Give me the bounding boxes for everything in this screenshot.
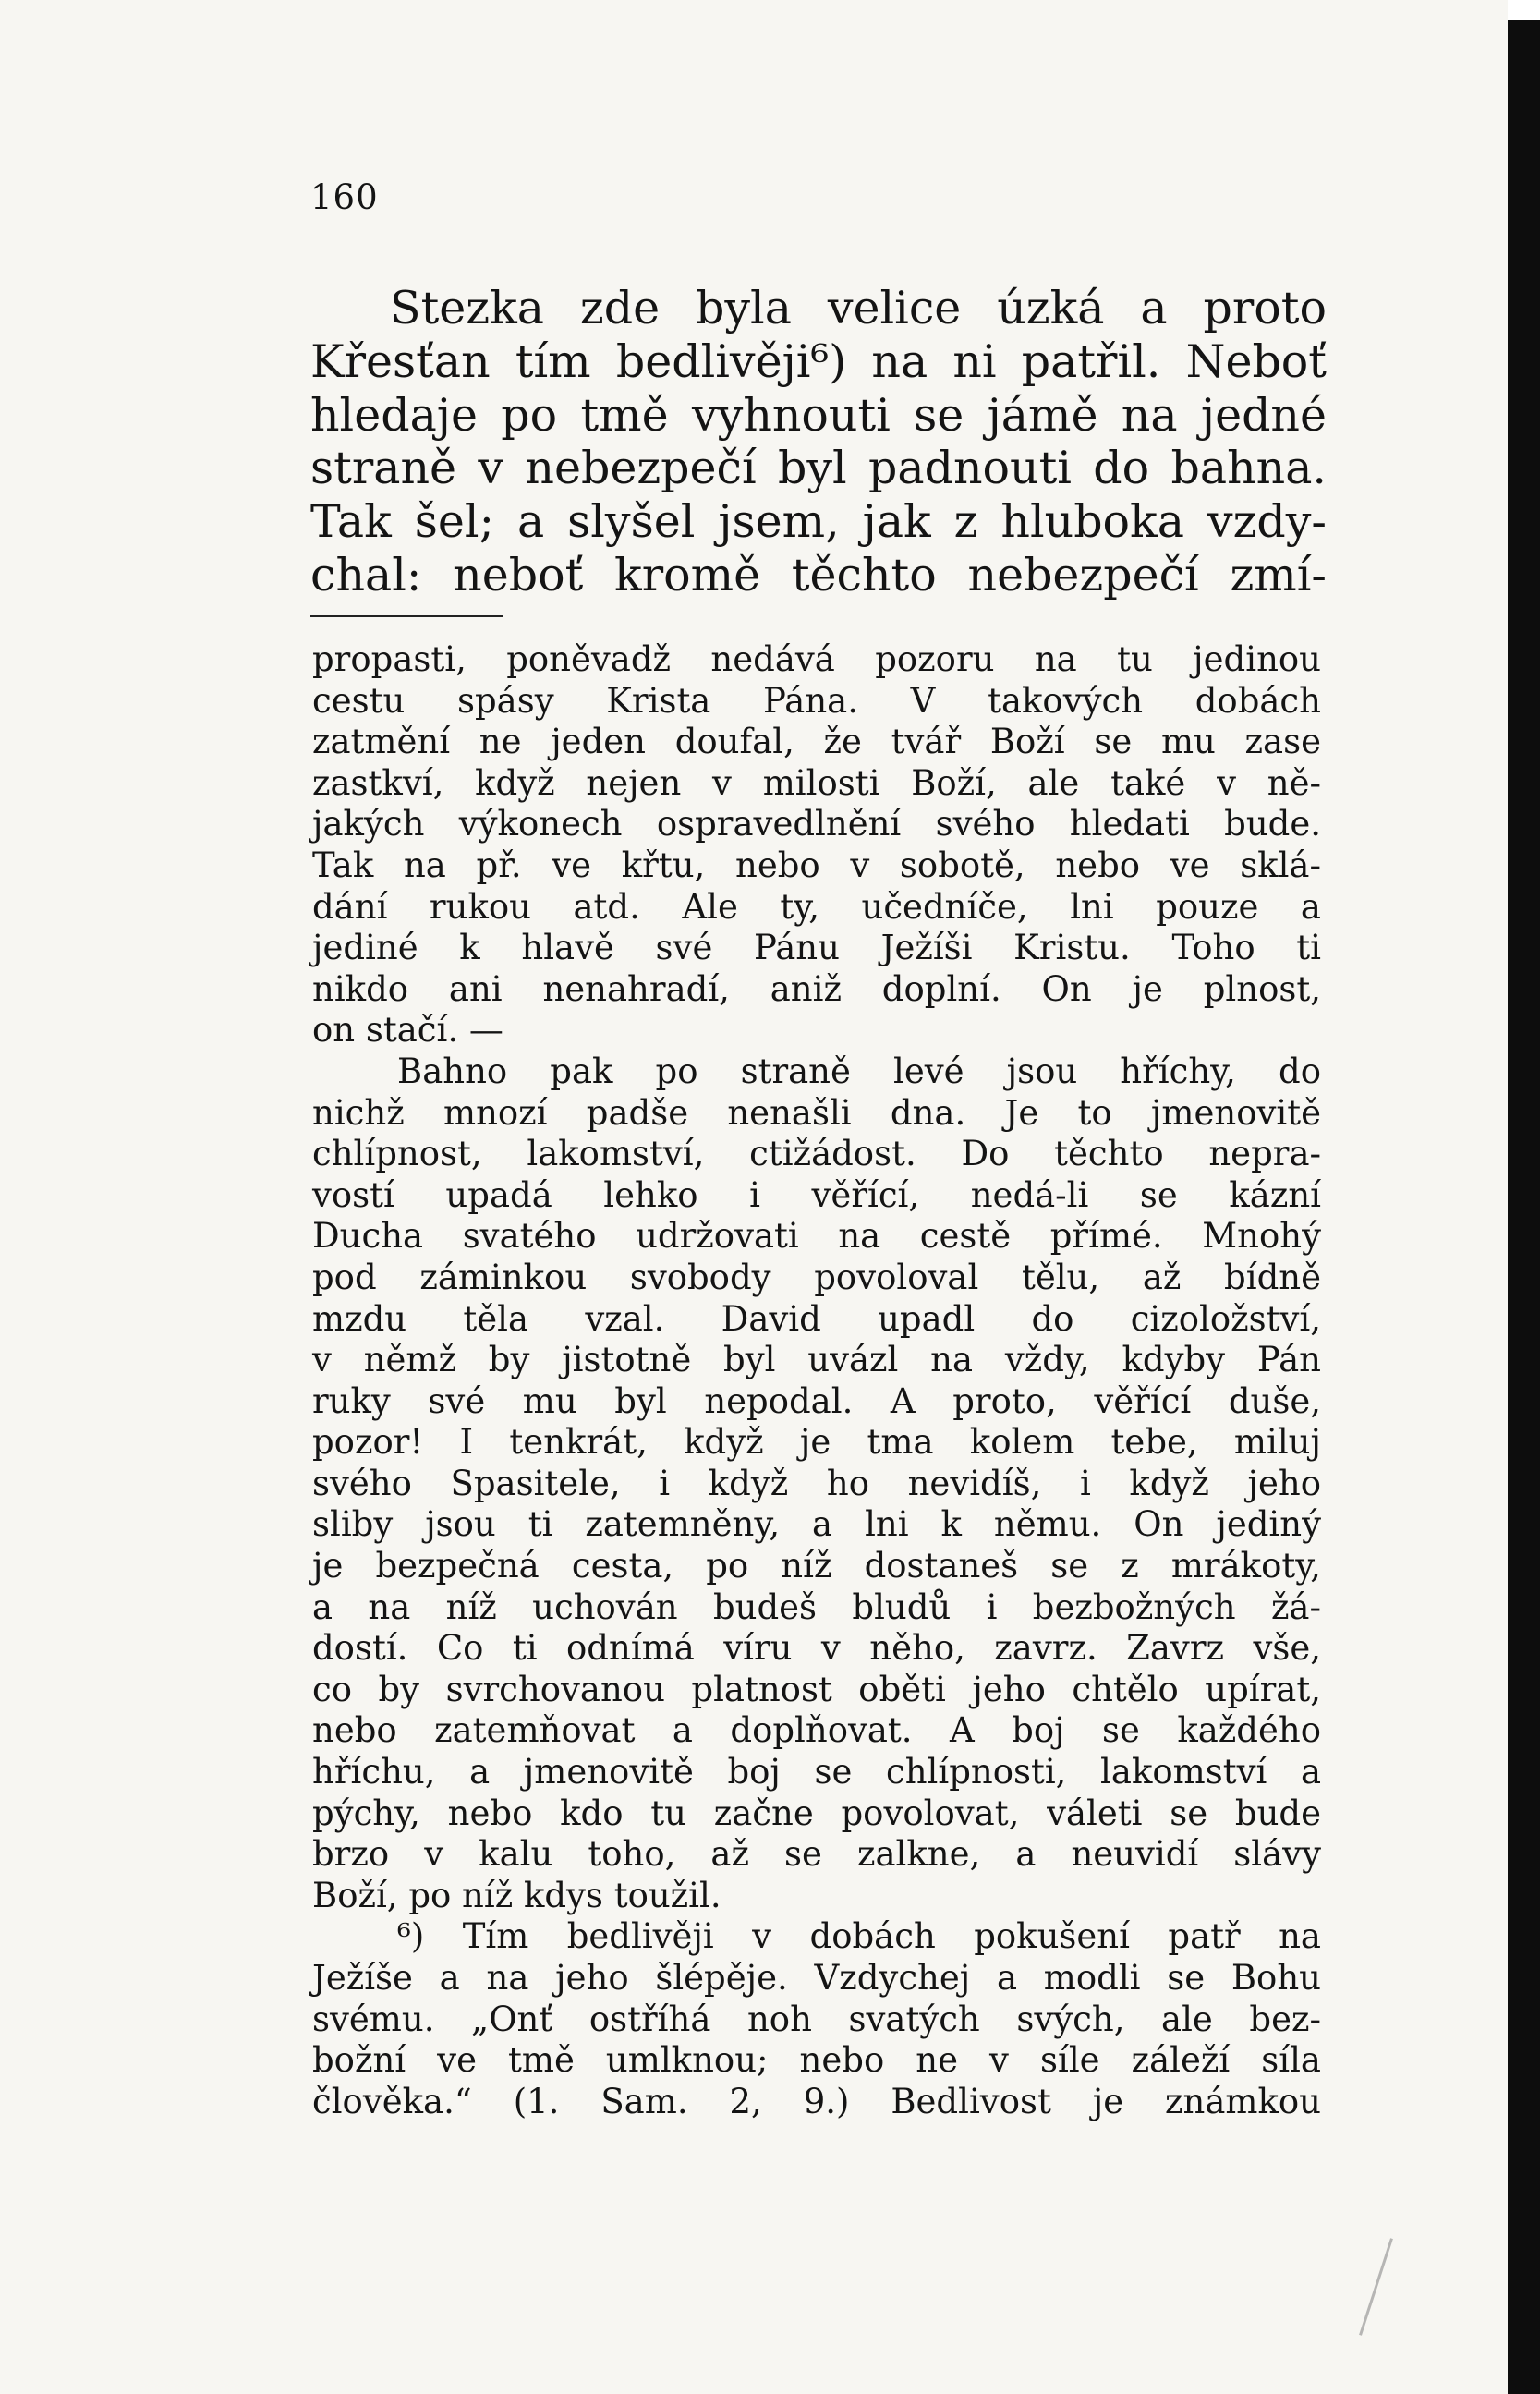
- scan-edge-corner: [1508, 0, 1540, 20]
- footnote-line: svého Spasitele, i když ho nevidíš, i když jeho: [312, 1463, 1321, 1503]
- footnote-line: je bezpečná cesta, po níž dostaneš se z mrákoty,: [312, 1546, 1321, 1586]
- main-paragraph: [310, 282, 1327, 602]
- footnote-line: Ježíše a na jeho šlépěje. Vzdychej a modli se Bohu: [312, 1958, 1321, 1998]
- footnote-line: ruky své mu byl nepodal. A proto, věřící duše,: [312, 1380, 1321, 1421]
- footnote-line: nebo zatemňovat a doplňovat. A boj se každého: [312, 1710, 1321, 1751]
- footnote-line: propasti, poněvadž nedává pozoru na tu jedinou: [312, 639, 1321, 679]
- paper-scratch-mark: [1359, 2238, 1393, 2336]
- footnote-line: člověka.“ (1. Sam. 2, 9.) Bedlivost je známkou: [312, 2081, 1321, 2121]
- footnote-line: dání rukou atd. Ale ty, učedníče, lni pouze a: [312, 886, 1321, 927]
- main-line: chal: neboť kromě těchto nebezpečí zmí-: [310, 548, 1327, 602]
- footnote-line: sliby jsou ti zatemněny, a lni k němu. On jediný: [312, 1504, 1321, 1545]
- footnote-line: svému. „Onť ostříhá noh svatých svých, ale bez-: [312, 1999, 1321, 2039]
- footnote-line: nichž mnozí padše nenašli dna. Je to jmenovitě: [312, 1092, 1321, 1133]
- footnote-line: pýchy, nebo kdo tu začne povolovat, váleti se bude: [312, 1792, 1321, 1833]
- footnote-line: Boží, po níž kdys toužil.: [312, 1875, 721, 1915]
- main-line: Stezka zde byla velice úzká a proto: [390, 282, 1327, 334]
- page-number: 160: [310, 177, 379, 217]
- main-line: Křesťan tím bedlivěji⁶) na ni patřil. Neboť: [310, 334, 1327, 388]
- footnote-line: hříchu, a jmenovitě boj se chlípnosti, lakomství a: [312, 1752, 1321, 1792]
- footnote-block: [312, 639, 1321, 2122]
- footnote-line: co by svrchovanou platnost oběti jeho chtělo upírat,: [312, 1669, 1321, 1709]
- footnote-line: božní ve tmě umlknou; nebo ne v síle záleží síla: [312, 2040, 1321, 2081]
- footnote-line: brzo v kalu toho, až se zalkne, a neuvidí slávy: [312, 1834, 1321, 1875]
- footnote-line: Ducha svatého udržovati na cestě přímé. Mnohý: [312, 1216, 1321, 1257]
- scan-edge: [1508, 0, 1540, 2394]
- footnote-line: jediné k hlavě své Pánu Ježíši Kristu. Toho ti: [312, 928, 1321, 968]
- footnote-line: Bahno pak po straně levé jsou hříchy, do: [397, 1051, 1321, 1091]
- main-line: hledaje po tmě vyhnouti se jámě na jedné: [310, 388, 1327, 442]
- footnote-line: nikdo ani nenahradí, aniž doplní. On je plnost,: [312, 968, 1321, 1009]
- footnote-line: mzdu těla vzal. David upadl do cizoložství,: [312, 1298, 1321, 1339]
- footnote-line: Tak na př. ve křtu, nebo v sobotě, nebo ve sklá-: [312, 845, 1321, 885]
- footnote-line: zatmění ne jeden doufal, že tvář Boží se mu zase: [312, 722, 1321, 762]
- footnote-line: dostí. Co ti odnímá víru v něho, zavrz. Zavrz vše,: [312, 1628, 1321, 1669]
- footnote-divider: [310, 615, 503, 617]
- footnote-line: v němž by jistotně byl uvázl na vždy, kdyby Pán: [312, 1340, 1321, 1380]
- footnote-line: chlípnost, lakomství, ctižádost. Do těchto nepra-: [312, 1134, 1321, 1174]
- footnote-line: cestu spásy Krista Pána. V takových dobách: [312, 680, 1321, 721]
- main-line: Tak šel; a slyšel jsem, jak z hluboka vzdy-: [310, 495, 1327, 549]
- footnote-line: pozor! I tenkrát, když je tma kolem tebe, miluj: [312, 1422, 1321, 1463]
- footnote-line: zastkví, když nejen v milosti Boží, ale také v ně-: [312, 762, 1321, 803]
- footnote-line: on stačí. —: [312, 1010, 503, 1051]
- footnote-line: pod záminkou svobody povoloval tělu, až bídně: [312, 1257, 1321, 1297]
- footnote-line: a na níž uchován budeš bludů i bezbožných žá-: [312, 1586, 1321, 1627]
- main-line: straně v nebezpečí byl padnouti do bahna.: [310, 442, 1327, 495]
- footnote-line: ⁶) Tím bedlivěji v dobách pokušení patř na: [397, 1916, 1321, 1957]
- footnote-line: jakých výkonech ospravedlnění svého hledati bude.: [312, 804, 1321, 845]
- footnote-line: vostí upadá lehko i věřící, nedá-li se kázní: [312, 1174, 1321, 1215]
